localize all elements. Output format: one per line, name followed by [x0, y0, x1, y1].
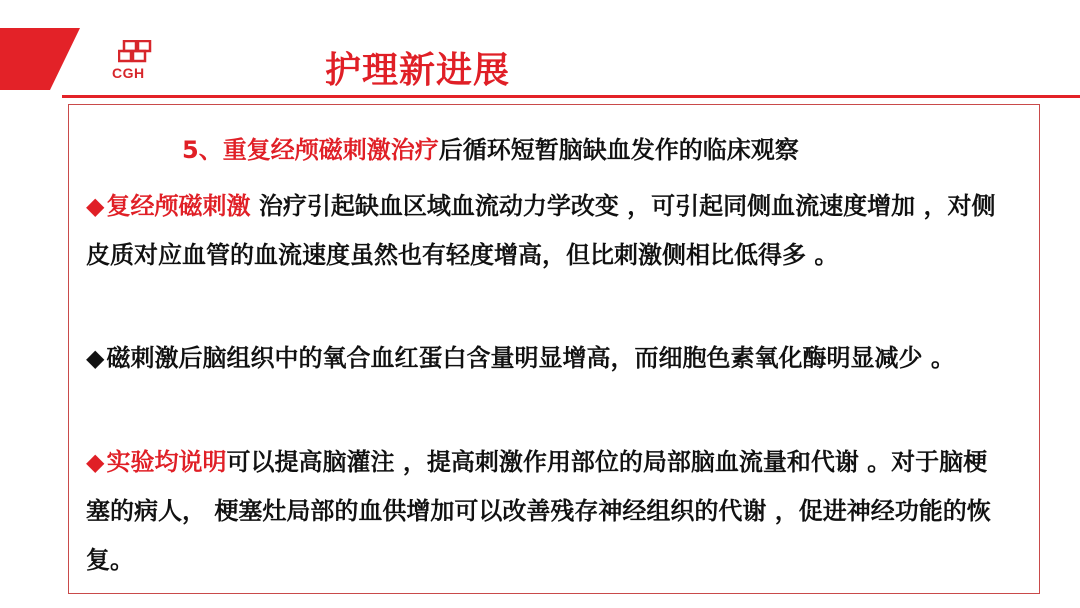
paragraph-highlight: 实验均说明	[106, 448, 227, 476]
subtitle-rest: 后循环短暂脑缺血发作的临床观察	[438, 136, 799, 164]
bullet-paragraph	[86, 438, 1006, 585]
paragraph-text: 磁刺激后脑组织中的氧合血红蛋白含量明显增高，而细胞色素氧化酶明显减少 。	[106, 344, 955, 372]
bullet-paragraph	[86, 334, 1006, 383]
subtitle-highlight: 5、重复经颅磁刺激治疗	[182, 136, 439, 164]
slide-subtitle	[182, 130, 799, 165]
bullet-paragraph	[86, 182, 1006, 280]
paragraph-text: 可以提高脑灌注 ，提高刺激作用部位的局部脑血流量和代谢 。对于脑梗塞的病人， 梗塞灶局部的血供增加可以改善残存神经组织的代谢 ，促进神经功能的恢复。	[86, 448, 991, 574]
page-title: 护理新进展	[325, 50, 511, 91]
paragraph-text: 治疗引起缺血区域血流动力学改变 ，可引起同侧血流速度增加 ，对侧皮质对应血管的血流速度虽然也有轻度增高，但比刺激侧相比低得多 。	[86, 192, 996, 269]
paragraph-highlight: 复经颅磁刺激	[106, 192, 251, 220]
header-divider	[62, 95, 1080, 98]
logo-text: CGH	[112, 65, 145, 81]
cgh-logo	[112, 40, 162, 88]
header-red-band	[0, 28, 80, 90]
diamond-bullet-icon: ◆	[86, 192, 105, 220]
diamond-bullet-icon: ◆	[86, 448, 105, 476]
cgh-logo-icon	[118, 40, 158, 64]
diamond-bullet-icon: ◆	[86, 344, 105, 372]
